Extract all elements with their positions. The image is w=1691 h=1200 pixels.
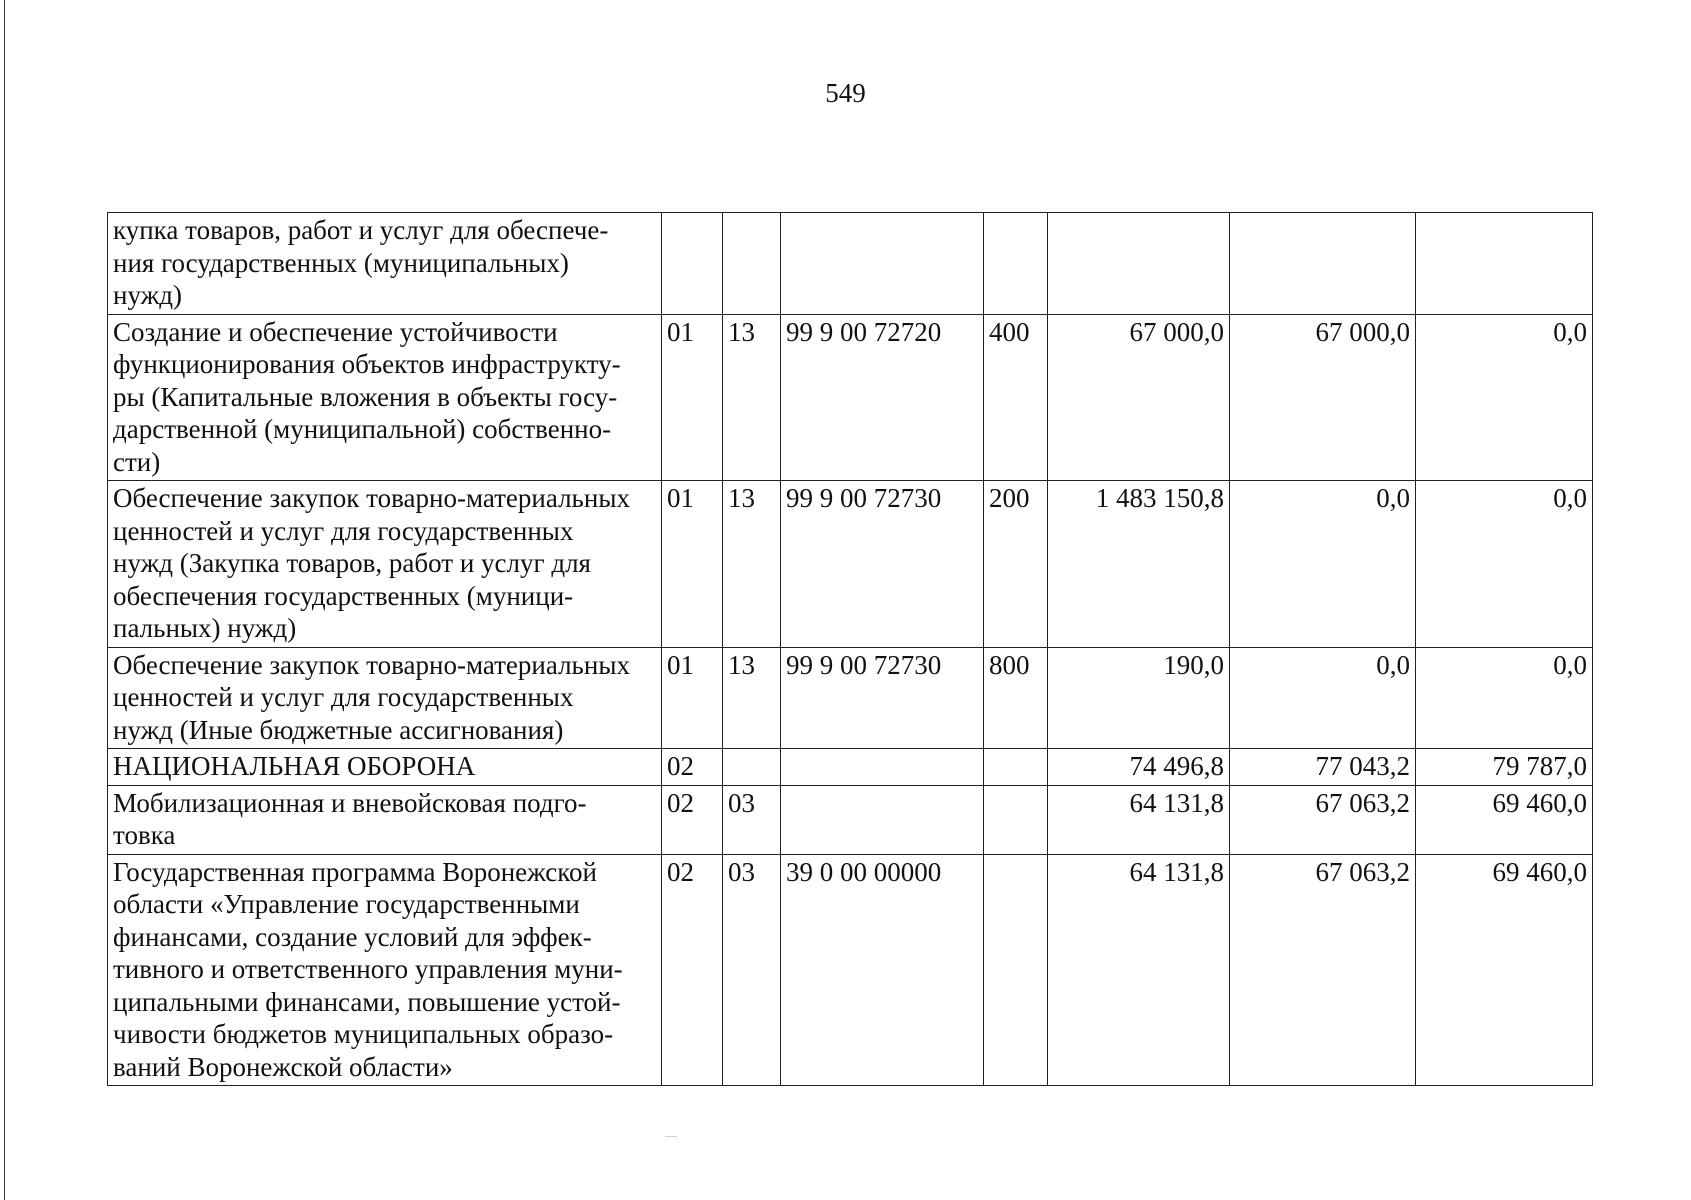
amount-year1-cell: 67 000,0 xyxy=(1048,314,1230,481)
page-number: 549 xyxy=(825,78,866,108)
expense-type-cell xyxy=(984,854,1048,1086)
target-article-cell: 39 0 00 00000 xyxy=(781,854,984,1086)
amount-year3-cell: 79 787,0 xyxy=(1416,749,1593,786)
table-row xyxy=(108,647,1593,749)
amount-year3-cell: 0,0 xyxy=(1416,314,1593,481)
expense-type-cell: 200 xyxy=(984,481,1048,648)
amount-year2-cell: 0,0 xyxy=(1230,481,1416,648)
table-row xyxy=(108,213,1593,315)
expense-type-cell: 400 xyxy=(984,314,1048,481)
section-code-cell: 02 xyxy=(662,854,723,1086)
scan-border-line xyxy=(4,0,5,1200)
section-code-cell: 02 xyxy=(662,749,723,786)
amount-year1-cell: 64 131,8 xyxy=(1048,854,1230,1086)
subsection-code-cell: 13 xyxy=(723,314,781,481)
amount-year1-cell: 190,0 xyxy=(1048,647,1230,749)
subsection-code-cell: 13 xyxy=(723,481,781,648)
row-name-cell: Обеспечение закупок товарно-материальных ценностей и услуг для государственных нужд (Закупка товаров, работ и услуг для обеспечения государственных (муници- пальных) нужд) xyxy=(108,481,662,648)
expense-type-cell: 800 xyxy=(984,647,1048,749)
row-name-cell: Государственная программа Воронежской области «Управление государственными финансами, создание условий для эффек- тивного и ответственного управления муни- ципальными финансами, повышение устой- чивости бюджетов муниципальных образо- ваний Воронежской области» xyxy=(108,854,662,1086)
amount-year3-cell: 0,0 xyxy=(1416,481,1593,648)
section-code-cell: 01 xyxy=(662,314,723,481)
row-name-cell: Обеспечение закупок товарно-материальных ценностей и услуг для государственных нужд (Иные бюджетные ассигнования) xyxy=(108,647,662,749)
row-name-cell: НАЦИОНАЛЬНАЯ ОБОРОНА xyxy=(108,749,662,786)
amount-year2-cell xyxy=(1230,213,1416,315)
amount-year3-cell: 69 460,0 xyxy=(1416,785,1593,854)
subsection-code-cell: 03 xyxy=(723,785,781,854)
target-article-cell xyxy=(781,785,984,854)
row-name-cell: Мобилизационная и вневойсковая подго- товка xyxy=(108,785,662,854)
target-article-cell: 99 9 00 72720 xyxy=(781,314,984,481)
row-name-cell: Создание и обеспечение устойчивости функционирования объектов инфраструкту- ры (Капитальные вложения в объекты госу- дарственной (муниципальной) собственно- сти) xyxy=(108,314,662,481)
expense-type-cell xyxy=(984,785,1048,854)
amount-year2-cell: 67 000,0 xyxy=(1230,314,1416,481)
section-code-cell: 01 xyxy=(662,481,723,648)
scan-artifact xyxy=(665,1136,677,1137)
amount-year1-cell: 1 483 150,8 xyxy=(1048,481,1230,648)
subsection-code-cell xyxy=(723,213,781,315)
target-article-cell: 99 9 00 72730 xyxy=(781,647,984,749)
amount-year2-cell: 67 063,2 xyxy=(1230,785,1416,854)
target-article-cell: 99 9 00 72730 xyxy=(781,481,984,648)
amount-year3-cell: 69 460,0 xyxy=(1416,854,1593,1086)
amount-year2-cell: 67 063,2 xyxy=(1230,854,1416,1086)
amount-year3-cell: 0,0 xyxy=(1416,647,1593,749)
amount-year1-cell xyxy=(1048,213,1230,315)
amount-year1-cell: 74 496,8 xyxy=(1048,749,1230,786)
amount-year3-cell xyxy=(1416,213,1593,315)
table-row xyxy=(108,481,1593,648)
expense-type-cell xyxy=(984,213,1048,315)
subsection-code-cell: 03 xyxy=(723,854,781,1086)
table-row xyxy=(108,785,1593,854)
amount-year2-cell: 0,0 xyxy=(1230,647,1416,749)
table-row xyxy=(108,314,1593,481)
target-article-cell xyxy=(781,749,984,786)
amount-year2-cell: 77 043,2 xyxy=(1230,749,1416,786)
amount-year1-cell: 64 131,8 xyxy=(1048,785,1230,854)
section-code-cell: 02 xyxy=(662,785,723,854)
table-row xyxy=(108,749,1593,786)
budget-table-body xyxy=(108,213,1593,1086)
table-row xyxy=(108,854,1593,1086)
section-code-cell: 01 xyxy=(662,647,723,749)
target-article-cell xyxy=(781,213,984,315)
subsection-code-cell xyxy=(723,749,781,786)
budget-table xyxy=(107,212,1593,1086)
section-code-cell xyxy=(662,213,723,315)
expense-type-cell xyxy=(984,749,1048,786)
subsection-code-cell: 13 xyxy=(723,647,781,749)
row-name-cell: купка товаров, работ и услуг для обеспече- ния государственных (муниципальных) нужд) xyxy=(108,213,662,315)
